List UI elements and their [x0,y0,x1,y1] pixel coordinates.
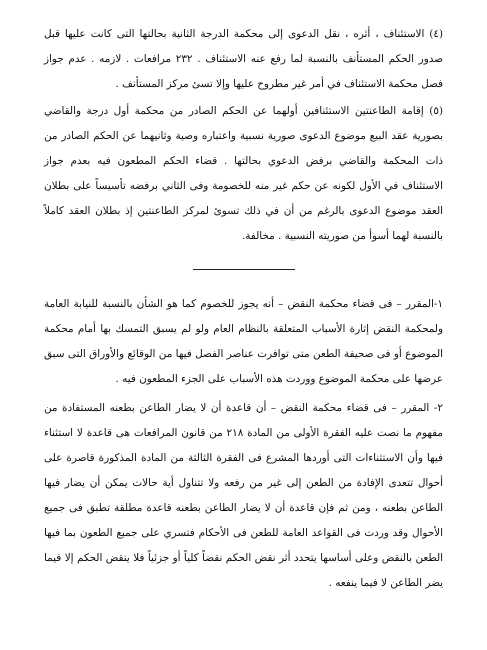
note-1: ١-المقرر – فى قضاء محكمة النقض – أنه يجوز للخصوم كما هو الشأن بالنسبة للنيابة العامة ولمحكمة النقض إثارة الأسباب المتعلقة بالنظام العام ولو لم يسبق التمسك بها أمام محكمة الموضوع أو فى صحيفة الطعن متى توافرت عناصر الفصل فيها من الوقائع والأوراق التى سبق عرضها على محكمة الموضوع ووردت هذه الأسباب على الجزء المطعون فيه . [44,298,443,385]
paragraph-5: (٥) إقامة الطاعنتين الاستئنافين أولهما عن الحكم الصادر من محكمة أول درجة والقاضي بصورية عقد البيع موضوع الدعوى صورية نسبية واعتباره وصية وثانيهما عن الحكم الصادر من ذات المحكمة والقاضي برفض الدعوي بحالتها . قضاء الحكم المطعون فيه بعدم جواز الاستئناف في الأول لكونه عن حكم غير منه للخصومة وفى الثاني برفضه تأسيساً على بطلان العقد موضوع الدعوى بالرغم من أن في ذلك تسوئ لمركز الطاعنتين إذ بطلان العقد كاملاً بالنسبة لهما أسوأ من صوريته النسبية . مخالفة. [44,105,443,242]
note-2: ٢- المقرر – فى قضاء محكمة النقض – أن قاعدة أن لا يضار الطاعن بطعنه المستفادة من مفهوم ما نصت عليه الفقرة الأولى من المادة ٢١٨ من قانون المرافعات هى قاعدة لا استثناء فيها وأن الاستثناءات التى أوردها المشرع فى الفقرة الثالثة من المادة المذكورة قاصرة على أحوال تتعدى الإفادة من الطعن إلى غير من رفعه ولا تتناول أية حالات يمكن أن يضار فيها الطاعن بطعنه ، ومن ثم فإن قاعدة أن لا يضار الطاعن بطعنه قاعدة مطلقة تطبق فى جميع الأحوال وقد وردت فى القواعد العامة للطعن فى الأحكام فتسري على جميع الطعون بما فيها الطعن بالنقض وعلى أساسها يتحدد أثر نقض الحكم نقضاً كلياً أو جزئياً فلا ينقض الحكم إلا فيما يضر الطاعن لا فيما ينفعه . [44,402,443,589]
notes-section [44,292,443,596]
document-body [44,22,443,249]
paragraph-4: (٤) الاستئناف ، أثره ، نقل الدعوى إلى محكمة الدرجة الثانية بحالتها التى كانت عليها قبل صدور الحكم المستأنف بالنسبة لما رفع عنه الاستئناف . ٢٣٢ مرافعات . لازمه . عدم جواز فصل محكمة الاستئناف في أمر غير مطروح عليها وإلا تسئ مركز المستأنف . [44,28,443,90]
section-divider [193,269,295,270]
